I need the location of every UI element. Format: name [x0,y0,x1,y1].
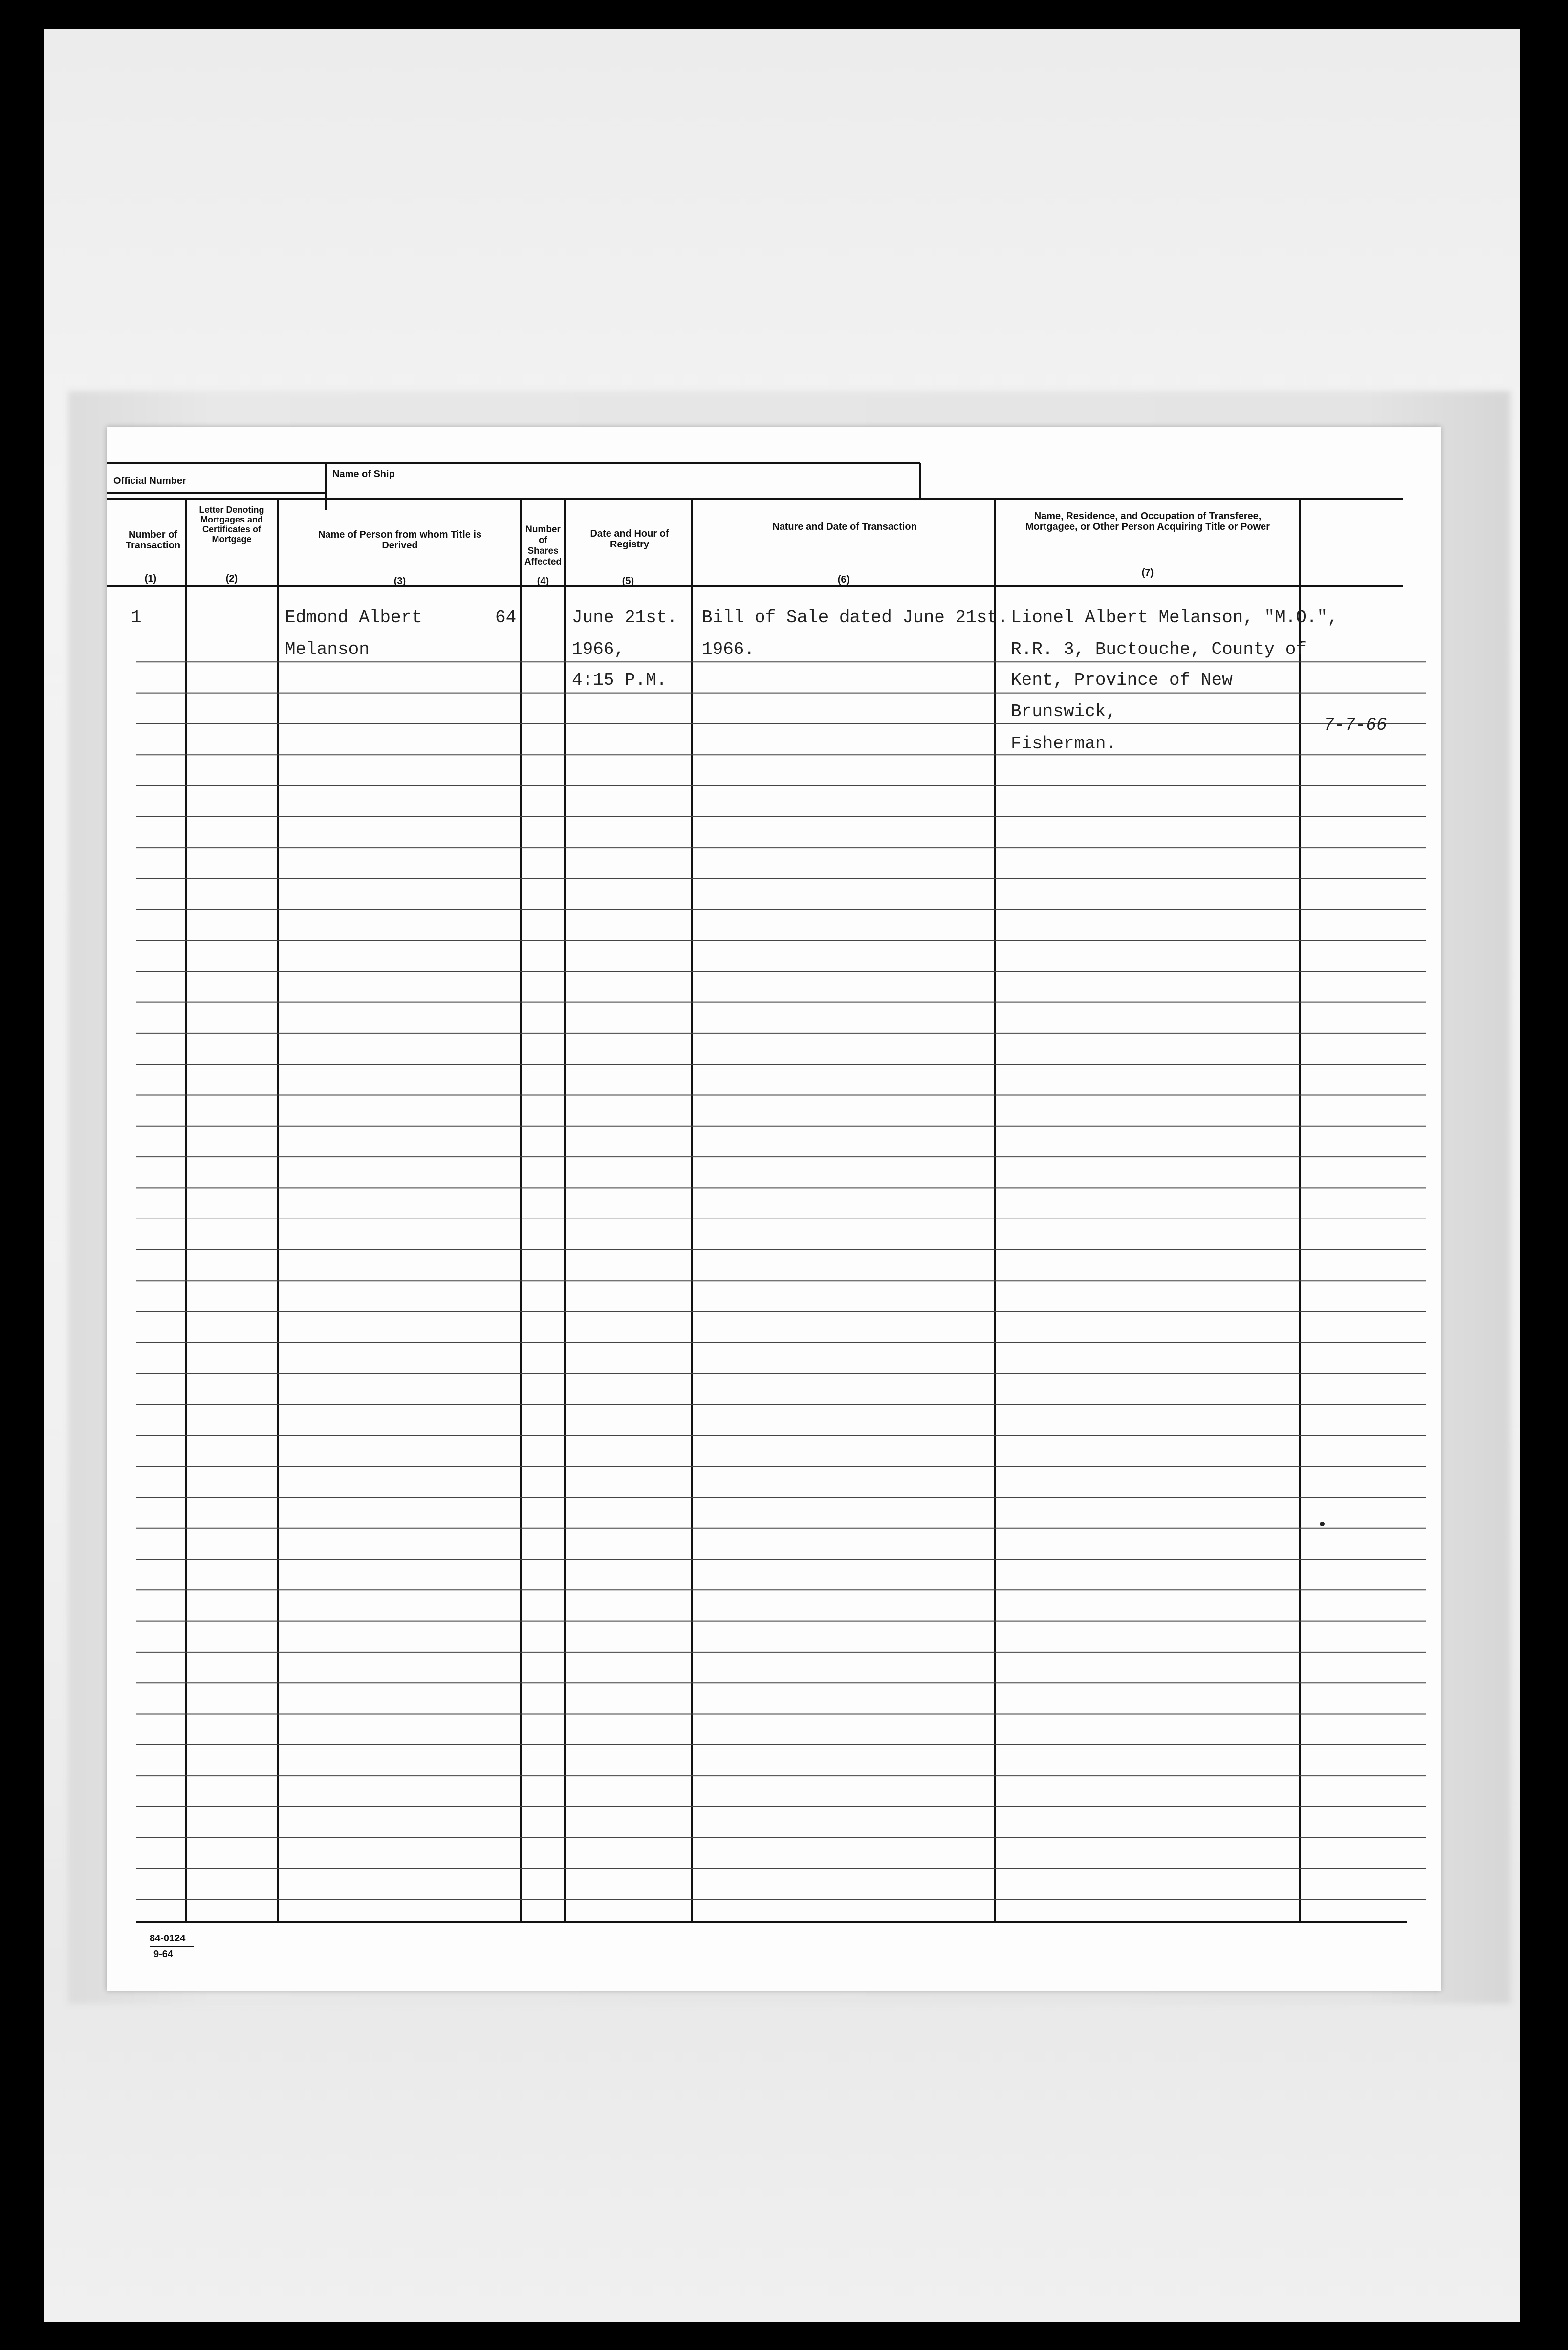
form-number-rule [150,1946,194,1947]
col2-title: Letter Denoting Mortgages and Certificates of Mortgage [199,505,264,544]
ship-registry-form [107,427,1441,1991]
col3-title: Name of Person from whom Title is Derived [318,529,482,551]
col2-num: (2) [225,573,238,584]
col5-title: Date and Hour of Registry [590,528,669,550]
official-number-label: Official Number [113,476,186,486]
form-date: 9-64 [153,1949,174,1959]
col6-num: (6) [837,574,850,585]
col4-num: (4) [537,576,549,587]
col1-title: Number of Transaction [125,529,181,551]
col5-num: (5) [622,576,634,587]
entry-shares: 64 [495,608,517,628]
col4-title: Number of Shares Affected [524,524,562,567]
col1-num: (1) [144,573,157,584]
entry-name-line1: Edmond Albert [285,608,422,628]
name-of-ship-label: Name of Ship [332,469,395,479]
entry-name-line2: Melanson [285,639,370,659]
entry-nature-line2: 1966. [702,639,755,659]
col7-num: (7) [1141,567,1154,578]
entry-margin-date: 7-7-66 [1324,715,1387,735]
entry-transferee-line2: R.R. 3, Buctouche, County of [1011,639,1307,659]
form-grid [107,427,1441,1991]
col6-title: Nature and Date of Transaction [772,522,917,532]
entry-nature-line1: Bill of Sale dated June 21st. [702,608,1008,628]
ink-dot [1320,1522,1325,1526]
entry-transferee-line1: Lionel Albert Melanson, "M.O.", [1011,608,1338,628]
entry-date-line3: 4:15 P.M. [572,670,667,690]
entry-date-line1: June 21st. [572,608,678,628]
entry-date-line2: 1966, [572,639,625,659]
entry-transferee-line5: Fisherman. [1011,734,1117,754]
col3-num: (3) [393,576,406,587]
entry-number: 1 [131,608,142,628]
entry-transferee-line3: Kent, Province of New [1011,670,1233,690]
col7-title: Name, Residence, and Occupation of Transferee, Mortgagee, or Other Person Acquiring Title or Power [1025,511,1270,532]
entry-transferee-line4: Brunswick, [1011,701,1117,721]
form-number: 84-0124 [150,1933,186,1944]
